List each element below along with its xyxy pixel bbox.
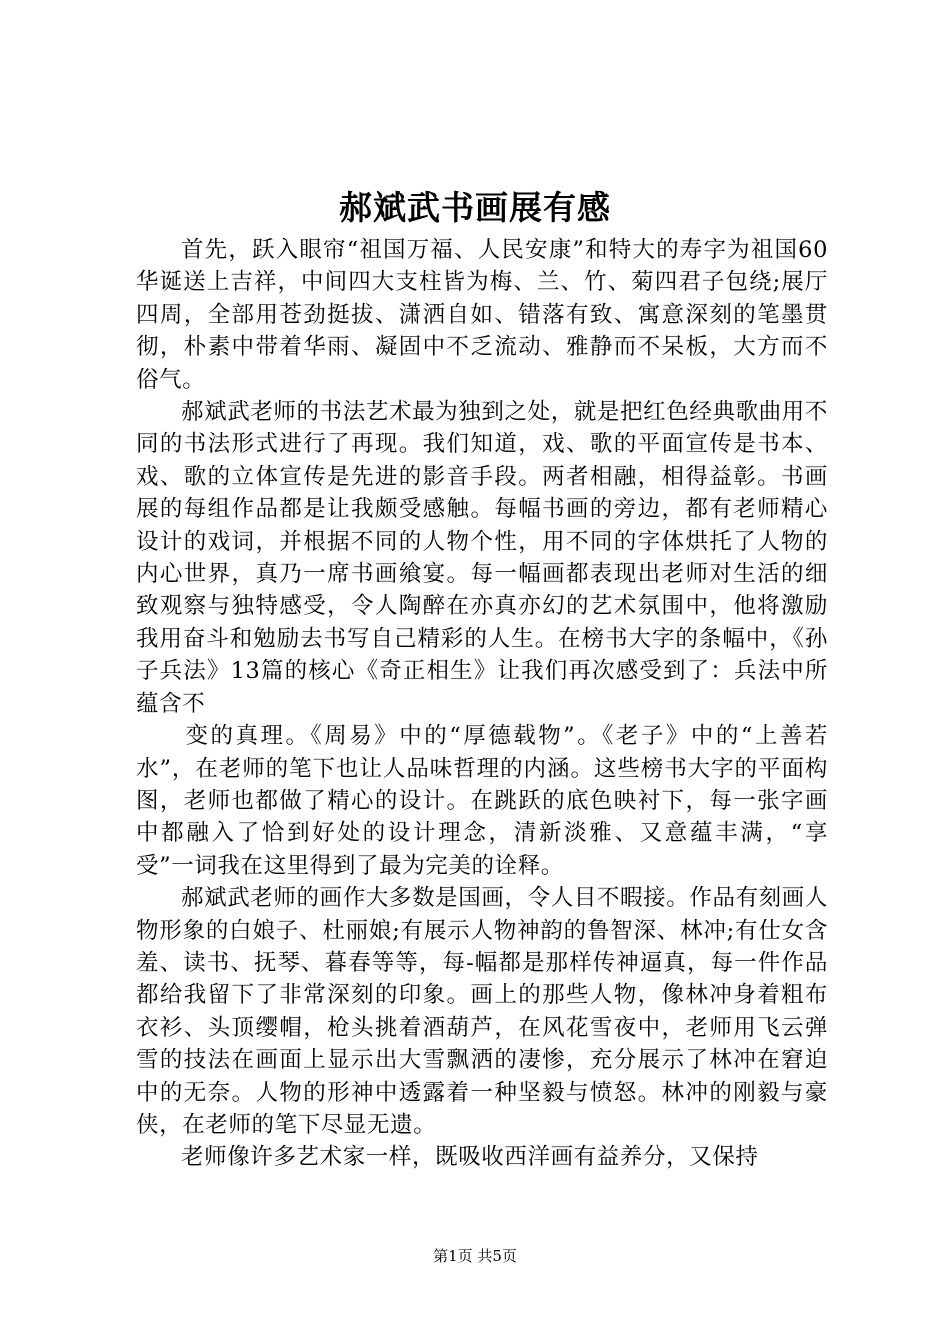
document-body (136, 234, 828, 1174)
paragraph-4: 郝斌武老师的画作大多数是国画，令人目不暇接。作品有刻画人物形象的白娘子、杜丽娘;有展示人物神韵的鲁智深、林冲;有仕女含羞、读书、抚琴、暮春等等，每-幅都是那样传神逼真，每一件作品都给我留下了非常深刻的印象。画上的那些人物，像林冲身着粗布衣衫、头顶缨帽，枪头挑着酒葫芦，在风花雪夜中，老师用飞云弹雪的技法在画面上显示出大雪飘洒的凄惨，充分展示了林冲在窘迫中的无奈。人物的形神中透露着一种坚毅与愤怒。林冲的刚毅与豪侠，在老师的笔下尽显无遗。 (136, 885, 828, 1138)
document-title: 郝斌武书画展有感 (339, 188, 611, 227)
paragraph-3: 变的真理。《周易》中的“厚德载物”。《老子》中的“上善若水”，在老师的笔下也让人品味哲理的内涵。这些榜书大字的平面构图，老师也都做了精心的设计。在跳跃的底色映衬下，每一张字画中都融入了恰到好处的设计理念，清新淡雅、又意蕴丰满，“享受”一词我在这里得到了最为完美的诠释。 (136, 723, 828, 879)
paragraph-5: 老师像许多艺术家一样，既吸收西洋画有益养分，又保持 (181, 1144, 759, 1171)
paragraph-1: 首先，跃入眼帘“祖国万福、人民安康”和特大的寿字为祖国60华诞送上吉祥，中间四大支柱皆为梅、兰、竹、菊四君子包绕;展厅四周，全部用苍劲挺拔、潇洒自如、错落有致、寓意深刻的笔墨贯彻，朴素中带着华雨、凝固中不乏流动、雅静而不呆板，大方而不俗气。 (136, 237, 828, 393)
paragraph-2: 郝斌武老师的书法艺术最为独到之处，就是把红色经典歌曲用不同的书法形式进行了再现。我们知道，戏、歌的平面宣传是书本、戏、歌的立体宣传是先进的影音手段。两者相融，相得益彰。书画展的每组作品都是让我颇受感触。每幅书画的旁边，都有老师精心设计的戏词，并根据不同的人物个性，用不同的字体烘托了人物的内心世界，真乃一席书画飨宴。每一幅画都表现出老师对生活的细致观察与独特感受，令人陶醉在亦真亦幻的艺术氛围中，他将激励我用奋斗和勉励去书写自己精彩的人生。在榜书大字的条幅中，《孙子兵法》13篇的核心《奇正相生》让我们再次感受到了：兵法中所蕴含不 (136, 399, 828, 717)
page-number-footer: 第1页 共5页 (433, 1247, 517, 1265)
